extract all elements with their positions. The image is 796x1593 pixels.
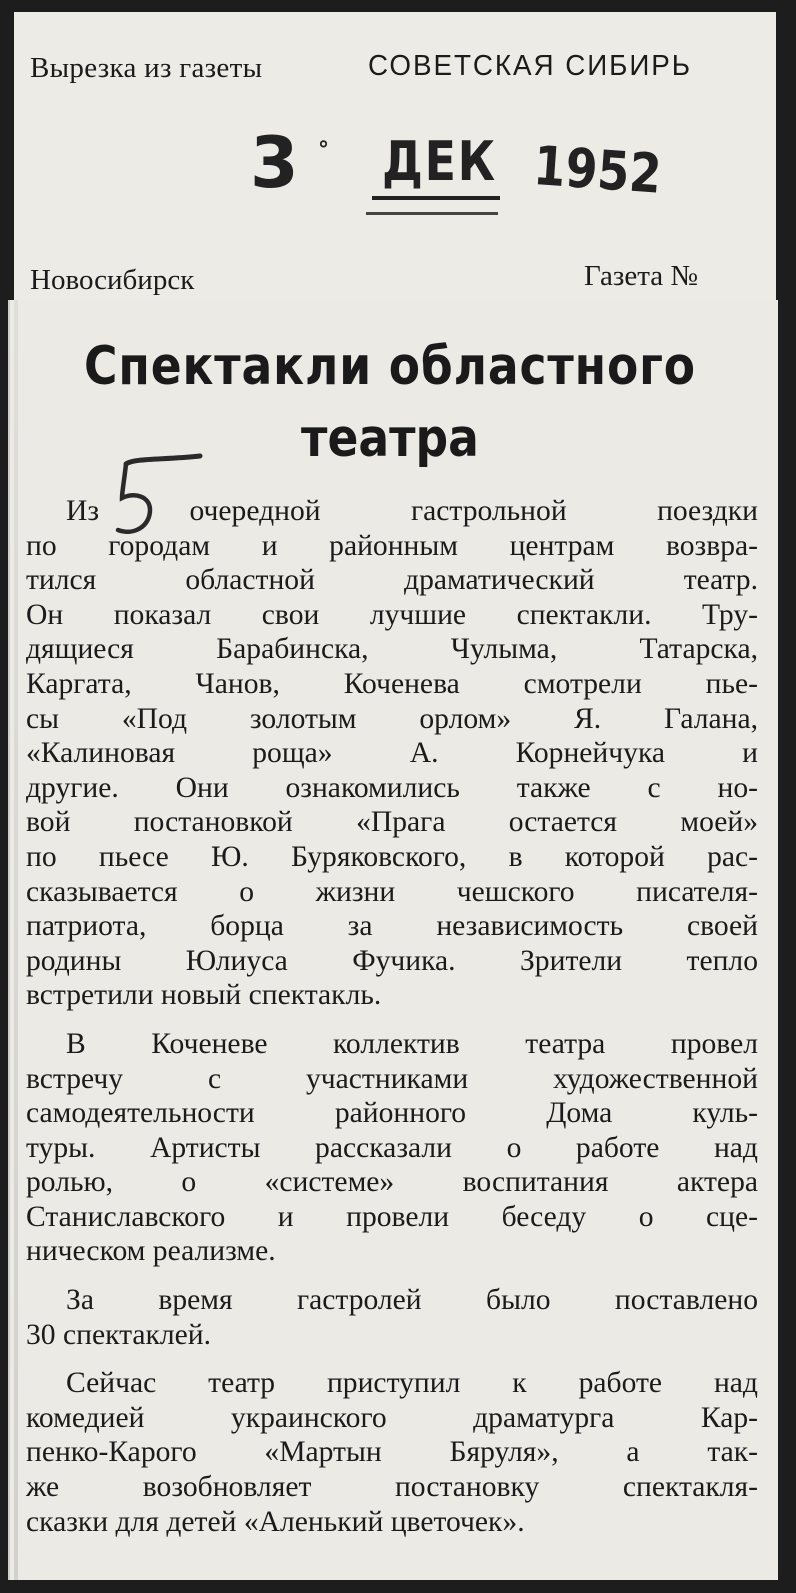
article-line: сы «Под золотым орлом» Я. Галана, <box>26 702 758 735</box>
article-line: по городам и районным центрам возвра- <box>26 529 758 562</box>
article-line: Из очередной гастрольной поездки <box>66 495 758 527</box>
article-line: комедией украинского драматурга Кар- <box>26 1401 758 1434</box>
article-line: сказывается о жизни чешского писателя- <box>26 875 758 908</box>
article-line: же возобновляет постановку спектакля- <box>26 1471 758 1504</box>
article-line: ролью, о «системе» воспитания актера <box>26 1166 758 1199</box>
article-line: родины Юлиуса Фучика. Зрители тепло <box>26 944 758 977</box>
stamp-underline <box>372 196 500 200</box>
article-line: патриота, борца за независимость своей <box>26 910 758 943</box>
city-label: Новосибирск <box>30 264 195 296</box>
article-line: Станиславского и провели беседу о сце- <box>26 1200 758 1233</box>
article-title-line1: Спектакли областного <box>84 336 696 397</box>
paragraph-gap <box>26 1352 758 1366</box>
article-line: встречу с участниками художественной <box>26 1062 758 1095</box>
article-line: самодеятельности районного Дома куль- <box>26 1097 758 1130</box>
article-line: дящиеся Барабинска, Чулыма, Татарска, <box>26 633 758 666</box>
stamp-underline-2 <box>366 212 498 215</box>
article-line: встретили новый спектакль. <box>26 979 382 1012</box>
article-line: За время гастролей было поставлено <box>66 1284 758 1317</box>
source-prefix: Вырезка из газеты <box>30 52 263 84</box>
article-line: сказки для детей «Аленький цветочек». <box>26 1505 525 1538</box>
date-stamp-day-mark: ° <box>318 138 329 163</box>
article-line: Каргата, Чанов, Коченева смотрели пье- <box>26 667 758 700</box>
date-stamp-year: 1952 <box>531 134 664 206</box>
source-line <box>30 52 760 85</box>
article-line: ническом реализме. <box>26 1235 276 1268</box>
article-line: вой постановкой «Прага остается моей» <box>26 806 758 839</box>
article-line: В Коченеве коллектив театра провел <box>66 1027 758 1060</box>
article-line: другие. Они ознакомились также с но- <box>26 771 758 804</box>
article-line: туры. Артисты рассказали о работе над <box>26 1131 758 1164</box>
article-line: тился областной драматический театр. <box>26 564 758 597</box>
scan-edge <box>14 300 18 1580</box>
article-line: Он показал свои лучшие спектакли. Тру- <box>26 598 758 631</box>
date-stamp-day: 3 <box>250 122 299 204</box>
article-line: по пьесе Ю. Буряковского, в которой рас- <box>26 840 758 873</box>
gazeta-number-label: Газета № <box>584 260 699 292</box>
article-line: 30 спектаклей. <box>26 1318 212 1351</box>
date-stamp-month: ДЕК <box>382 130 497 193</box>
article-line: «Калиновая роща» А. Корнейчука и <box>26 737 758 770</box>
article-body <box>26 494 758 1539</box>
paragraph-gap <box>26 1269 758 1283</box>
paragraph-gap <box>26 1013 758 1027</box>
article-title-line2: театра <box>301 408 479 469</box>
article-line: пенко-Карого «Мартын Бяруля», а так- <box>26 1436 758 1469</box>
article-line: Сейчас театр приступил к работе над <box>66 1367 758 1400</box>
newspaper-name: СОВЕТСКАЯ СИБИРЬ <box>368 50 692 82</box>
